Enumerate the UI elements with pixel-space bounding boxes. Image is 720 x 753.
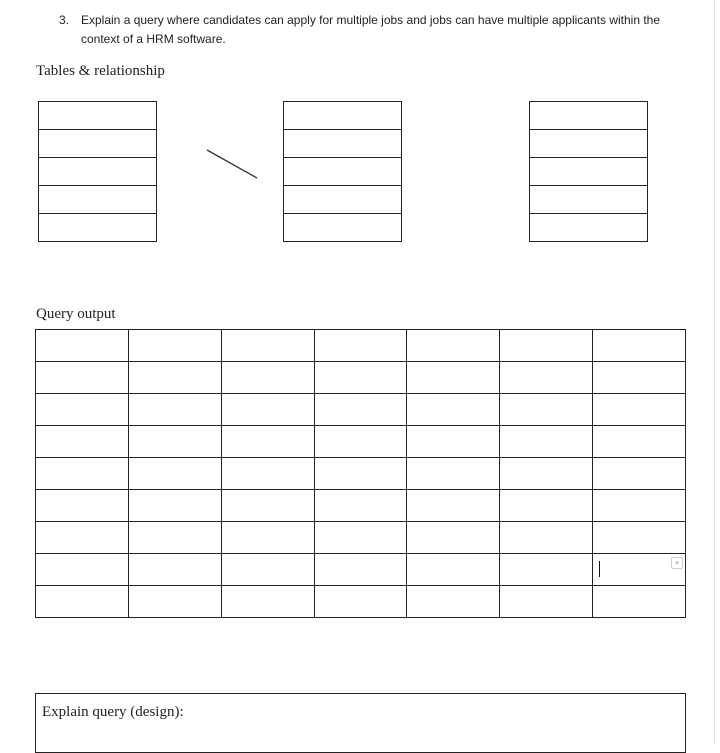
table-cell[interactable] (36, 362, 129, 394)
table-cell[interactable] (36, 522, 129, 554)
entity-table-cell[interactable] (284, 130, 402, 158)
explain-query-box[interactable] (35, 693, 686, 753)
table-cell[interactable] (36, 426, 129, 458)
table-cell[interactable] (407, 458, 500, 490)
entity-table-cell[interactable] (39, 102, 157, 130)
table-cell[interactable] (314, 554, 407, 586)
entity-table-cell[interactable] (530, 102, 648, 130)
table-cell[interactable] (36, 330, 129, 362)
table-row (36, 362, 686, 394)
table-cell[interactable] (407, 394, 500, 426)
text-cursor (599, 561, 600, 577)
table-cell[interactable] (500, 426, 593, 458)
relationship-line (200, 140, 270, 190)
entity-table-cell[interactable] (284, 102, 402, 130)
table-cell[interactable] (500, 554, 593, 586)
table-cell[interactable] (36, 394, 129, 426)
table-cell[interactable] (221, 458, 314, 490)
table-row (36, 554, 686, 586)
cell-menu-dropdown-icon[interactable]: ▾ (671, 557, 683, 569)
table-cell[interactable] (221, 394, 314, 426)
table-row (36, 586, 686, 618)
table-cell[interactable] (314, 426, 407, 458)
table-cell[interactable] (500, 330, 593, 362)
entity-table-cell[interactable] (39, 214, 157, 242)
table-row (36, 426, 686, 458)
table-cell[interactable] (314, 362, 407, 394)
table-cell[interactable] (128, 394, 221, 426)
entity-table-cell[interactable] (39, 130, 157, 158)
table-cell[interactable] (128, 330, 221, 362)
table-row (36, 394, 686, 426)
table-cell[interactable] (593, 586, 686, 618)
table-cell[interactable] (221, 586, 314, 618)
table-cell[interactable] (407, 554, 500, 586)
table-cell[interactable] (128, 362, 221, 394)
explain-query-label: Explain query (design): (42, 704, 184, 720)
tables-relationship-label: Tables & relationship (36, 63, 165, 79)
table-cell[interactable] (500, 586, 593, 618)
table-cell[interactable] (128, 490, 221, 522)
table-cell[interactable] (221, 362, 314, 394)
table-cell[interactable] (593, 330, 686, 362)
table-row (36, 522, 686, 554)
table-cell[interactable] (36, 490, 129, 522)
table-cell[interactable] (128, 522, 221, 554)
table-cell[interactable] (128, 458, 221, 490)
table-cell[interactable] (500, 522, 593, 554)
table-cell[interactable] (407, 490, 500, 522)
table-row (36, 458, 686, 490)
table-cell[interactable] (500, 490, 593, 522)
table-cell[interactable] (593, 458, 686, 490)
question-number: 3. (59, 13, 70, 27)
table-cell[interactable] (314, 586, 407, 618)
query-output-table[interactable] (35, 329, 686, 618)
table-cell[interactable] (314, 490, 407, 522)
entity-table-cell[interactable] (284, 214, 402, 242)
table-cell[interactable] (407, 330, 500, 362)
entity-table-cell[interactable] (39, 158, 157, 186)
table-cell[interactable] (593, 394, 686, 426)
table-cell[interactable] (128, 426, 221, 458)
table-cell[interactable] (36, 554, 129, 586)
entity-table-left[interactable] (38, 101, 157, 242)
table-cell[interactable] (407, 362, 500, 394)
table-row (36, 490, 686, 522)
table-cell[interactable] (314, 394, 407, 426)
table-row (36, 330, 686, 362)
table-cell[interactable] (221, 426, 314, 458)
table-cell[interactable] (221, 330, 314, 362)
entity-table-cell[interactable] (284, 186, 402, 214)
active-table-cell[interactable] (593, 554, 686, 586)
entity-table-cell[interactable] (530, 186, 648, 214)
entity-table-cell[interactable] (530, 214, 648, 242)
table-cell[interactable] (407, 426, 500, 458)
table-cell[interactable] (128, 554, 221, 586)
table-cell[interactable] (593, 490, 686, 522)
table-cell[interactable] (500, 362, 593, 394)
table-cell[interactable] (407, 586, 500, 618)
table-cell[interactable] (314, 522, 407, 554)
question-3 (59, 11, 699, 48)
entity-table-right[interactable] (529, 101, 648, 242)
table-cell[interactable] (36, 586, 129, 618)
table-cell[interactable] (593, 426, 686, 458)
table-cell[interactable] (500, 458, 593, 490)
table-cell[interactable] (221, 522, 314, 554)
entity-table-middle[interactable] (283, 101, 402, 242)
entity-table-cell[interactable] (39, 186, 157, 214)
entity-table-cell[interactable] (530, 158, 648, 186)
table-cell[interactable] (593, 362, 686, 394)
table-cell[interactable] (314, 330, 407, 362)
entity-table-cell[interactable] (530, 130, 648, 158)
table-cell[interactable] (593, 522, 686, 554)
table-cell[interactable] (500, 394, 593, 426)
question-text: Explain a query where candidates can apply for multiple jobs and jobs can have multiple applicants within the context of a HRM software. (81, 13, 661, 46)
table-cell[interactable] (36, 458, 129, 490)
page-edge-rule (714, 0, 715, 745)
table-cell[interactable] (221, 490, 314, 522)
table-cell[interactable] (128, 586, 221, 618)
table-cell[interactable] (314, 458, 407, 490)
entity-table-cell[interactable] (284, 158, 402, 186)
table-cell[interactable] (221, 554, 314, 586)
query-output-label: Query output (36, 306, 116, 322)
table-cell[interactable] (407, 522, 500, 554)
